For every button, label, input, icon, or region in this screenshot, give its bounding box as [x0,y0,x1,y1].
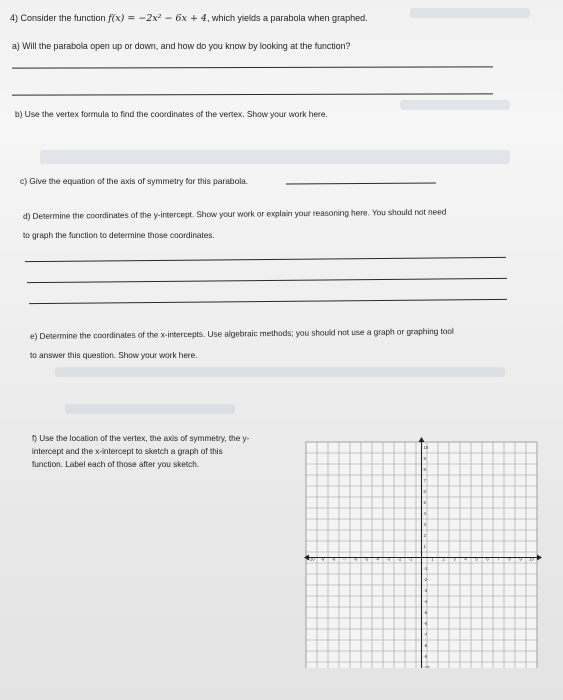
question-c-text: c) Give the equation of the axis of symmetry for this parabola. [20,176,249,186]
y-tick-label: -6 [423,621,428,626]
y-tick-label: -7 [423,632,428,637]
y-tick-label: -9 [423,654,428,659]
x-tick-label: 1 [431,556,434,562]
question-f-line1: f) Use the location of the vertex, the axis of symmetry, the y- [32,434,250,443]
x-tick-label: 8 [508,556,511,562]
x-tick-label: 6 [486,556,489,562]
y-tick-label: 3 [423,522,426,527]
bleed-through-mark [400,100,510,110]
question-e-line2: to answer this question. Show your work here. [30,351,198,360]
y-tick-label: -8 [423,643,428,648]
x-tick-label: 2 [442,556,445,562]
y-tick-label: 1 [423,544,426,549]
x-tick-label: -4 [375,556,380,562]
y-tick-label: 5 [423,500,426,505]
bleed-through-mark [40,150,510,164]
question-d-line1: d) Determine the coordinates of the y-intercept. Show your work or explain your reasoning here. You should not need [23,207,447,221]
question-4-prefix: 4) Consider the function [10,13,106,23]
x-axis-arrow-right-icon [537,555,542,561]
bleed-through-mark [55,367,505,377]
y-tick-label: 7 [423,478,426,483]
question-e-line1: e) Determine the coordinates of the x-intercepts. Use algebraic methods; you should not use a graph or graphing tool [30,326,454,341]
x-tick-label: 4 [464,556,467,562]
x-tick-label: -6 [353,556,358,562]
x-tick-label: 3 [453,556,456,562]
y-tick-label: -5 [423,610,428,615]
x-tick-label: -5 [364,556,369,562]
y-tick-label: -10 [423,665,430,668]
y-tick-label: 9 [423,456,426,461]
x-tick-label: 9 [519,556,522,562]
question-4-header [10,12,368,25]
x-tick-label: -3 [386,556,391,562]
x-tick-label: -2 [397,556,402,562]
y-axis-arrow-up-icon [419,437,425,442]
y-tick-label: 6 [423,489,426,494]
question-d-line2: to graph the function to determine those coordinates. [23,231,215,240]
bleed-through-mark [65,404,235,414]
question-b-text: b) Use the vertex formula to find the coordinates of the vertex. Show your work here. [15,109,328,119]
x-tick-label: -7 [342,556,347,562]
function-expression: f(x) = −2x² − 6x + 4 [108,13,207,24]
y-tick-label: 8 [423,467,426,472]
y-tick-label: -3 [423,588,428,593]
x-tick-label: -10 [308,556,315,562]
y-tick-label: -4 [423,599,428,604]
y-tick-label: 2 [423,533,426,538]
bleed-through-mark [410,8,530,18]
question-f-line2: intercept and the x-intercept to sketch a graph of this [32,447,223,456]
coordinate-grid[interactable] [300,436,550,668]
x-tick-label: -8 [331,556,336,562]
x-tick-label: 5 [475,556,478,562]
y-tick-label: 4 [423,511,426,516]
x-tick-label: 7 [497,556,500,562]
question-a-text: a) Will the parabola open up or down, and how do you know by looking at the function? [12,41,351,51]
x-tick-label: 10 [529,556,534,562]
y-tick-label: -1 [423,566,428,571]
question-4-suffix: , which yields a parabola when graphed. [206,13,368,23]
x-tick-label: -1 [408,556,413,562]
question-f-line3: function. Label each of those after you sketch. [32,460,200,469]
y-tick-label: -2 [423,577,428,582]
x-tick-label: -9 [320,556,325,562]
y-tick-label: 10 [423,445,429,450]
